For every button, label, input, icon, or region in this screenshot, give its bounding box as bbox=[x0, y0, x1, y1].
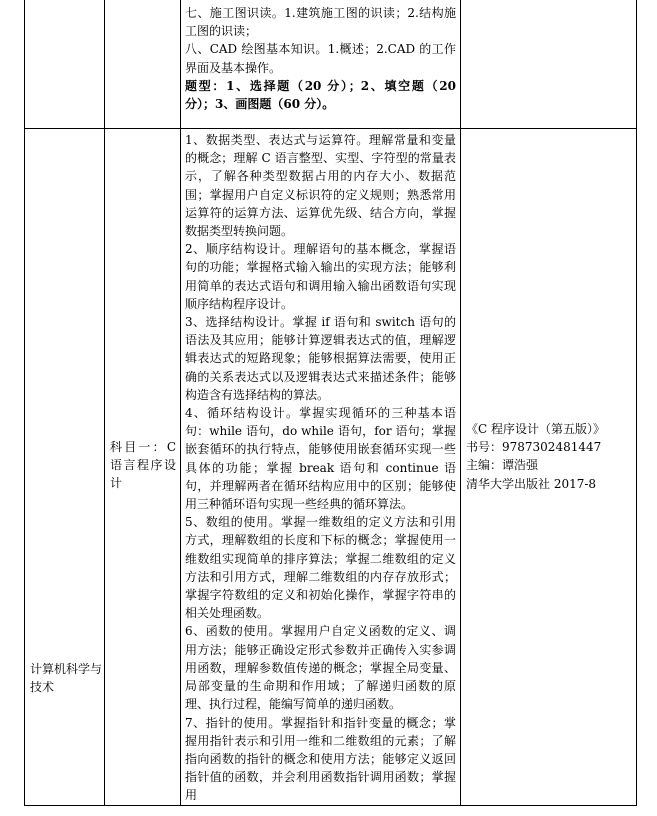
content-item-arrays: 5、数组的使用。掌握一维数组的定义方法和引用方式，理解数组的长度和下标的概念；掌握使用一维数组实现简单的排序算法；掌握二维数组的定义方法和引用方式，理解二维数组的内存存放形式；掌握字符数组的定义和初始化操作，掌握字符串的相关处理函数。 bbox=[185, 515, 456, 621]
content-item-selection: 3、选择结构设计。掌握 if 语句和 switch 语句的语法及其应用；能够计算逻辑表达式的值，理解逻辑表达式的短路现象；能够根据算法需要，使用正确的关系表达式以及逻辑表达式来描述条件；能够构造含有选择结构的算法。 bbox=[185, 315, 456, 402]
content-item-loops: 4、循环结构设计。掌握实现循环的三种基本语句：while 语句，do while 语句，for 语句；掌握嵌套循环的执行特点，能够使用嵌套循环实现一些具体的功能；掌握 break 语句和 continue 语句，并理解两者在循环结构应用中的区别；能够使用三种循环语句实现一些经典的循环算法。 bbox=[185, 406, 456, 512]
table-divider-col3 bbox=[460, 0, 461, 806]
book-title: 《C 程序设计（第五版）》 bbox=[466, 422, 605, 436]
question-types: 题型：1、选择题（20 分）；2、填空题（20 分）；3、画图题（60 分）。 bbox=[185, 78, 456, 112]
table-divider-col2 bbox=[180, 0, 181, 806]
table-border-bottom bbox=[24, 805, 637, 806]
book-isbn: 书号：9787302481447 bbox=[466, 440, 602, 455]
reference-book-cell bbox=[466, 420, 632, 493]
book-editor: 主编：谭浩强 bbox=[466, 458, 539, 473]
construction-drawing-item: 七、施工图识读。1.建筑施工图的识读；2.结构施工图的识读； bbox=[185, 6, 456, 39]
book-publisher: 清华大学出版社 2017-8 bbox=[466, 476, 597, 491]
row-divider-top-section bbox=[24, 128, 637, 129]
table-border-right bbox=[636, 0, 637, 806]
subject-cell bbox=[110, 438, 176, 493]
content-item-sequential: 2、顺序结构设计。理解语句的基本概念，掌握语句的功能；掌握格式输入输出的实现方法；能够利用简单的表达式语句和调用输入输出函数语句实现顺序结构程序设计。 bbox=[185, 242, 456, 311]
table-divider-col1 bbox=[104, 0, 105, 806]
content-item-data-types: 1、数据类型、表达式与运算符。理解常量和变量的概念；理解 C 语言整型、实型、字符型的常量表示，了解各种类型数据占用的内存大小、数据范围；掌握用户自定义标识符的定义规则；熟悉常用运算符的运算方法、运算优先级、结合方向，掌握数据类型转换问题。 bbox=[185, 133, 456, 239]
cad-basics-item: 八、CAD 绘图基本知识。1.概述；2.CAD 的工作界面及基本操作。 bbox=[185, 42, 456, 75]
content-item-functions: 6、函数的使用。掌握用户自定义函数的定义、调用方法；能够正确设定形式参数并正确传入实参调用函数，理解参数值传递的概念；掌握全局变量、局部变量的生命期和作用域；了解递归函数的原理、执行过程，能编写简单的递归函数。 bbox=[185, 624, 456, 712]
category-cell bbox=[30, 660, 102, 696]
content-item-pointers: 7、指针的使用。掌握指针和指针变量的概念；掌握用指针表示和引用一维和二维数组的元素；了解指向函数的指针的概念和使用方法；能够定义返回指针值的函数，并会利用函数指针调用函数；掌握用 bbox=[185, 715, 456, 803]
subject-name: 科目一：C 语言程序设计 bbox=[110, 440, 176, 491]
top-row-content bbox=[185, 4, 456, 113]
table-border-left bbox=[24, 0, 25, 806]
category-name: 计算机科学与技术 bbox=[30, 662, 103, 695]
exam-content-cell bbox=[185, 131, 456, 805]
